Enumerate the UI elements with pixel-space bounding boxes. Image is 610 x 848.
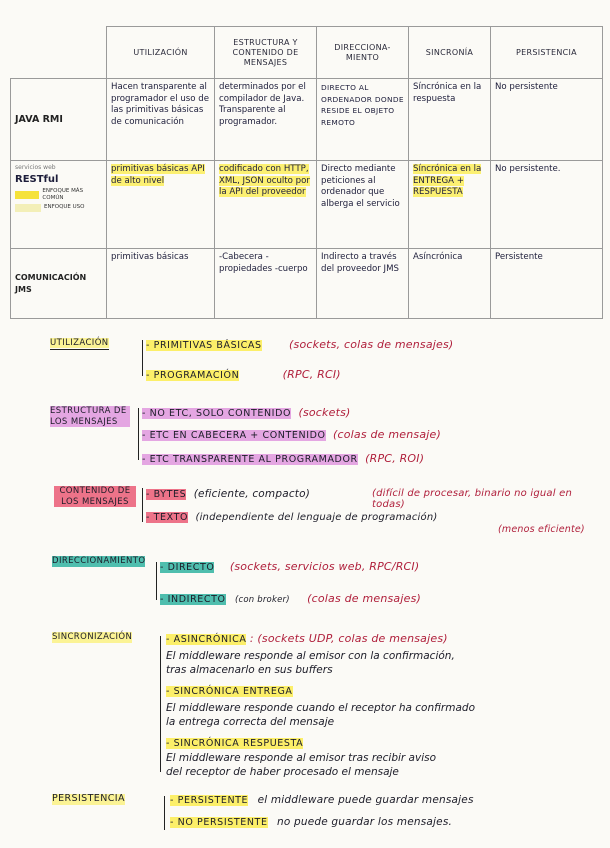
table-cell xyxy=(409,161,491,249)
highlighted-text: primitivas básicas API de alto nivel xyxy=(111,164,205,186)
list-item: - SINCRÓNICA RESPUESTA xyxy=(166,738,304,749)
table-row xyxy=(11,161,603,249)
legend-swatch-yellow xyxy=(15,191,39,199)
section-utilizacion xyxy=(0,330,610,390)
table-cell: Hacen transparente al programador el uso de las primitivas básicas de comunicación xyxy=(107,79,215,161)
list-item: - ETC TRANSPARENTE AL PROGRAMADOR (RPC, ROI) xyxy=(142,452,425,465)
table-cell: No persistente xyxy=(491,79,603,161)
section-direccionamiento xyxy=(0,552,610,616)
list-item-note: (difícil de procesar, binario no igual en todas) xyxy=(372,488,573,510)
list-item: - PROGRAMACIÓN (RPC, RCI) xyxy=(146,368,341,381)
bracket xyxy=(138,408,139,460)
row-header-java-rmi: JAVA RMI xyxy=(11,79,107,161)
description-line: la entrega correcta del mensaje xyxy=(166,716,335,728)
restful-name: RESTful xyxy=(15,174,59,185)
section-label: CONTENIDO DE LOS MENSAJES xyxy=(54,486,136,507)
table-cell: Persistente xyxy=(491,249,603,319)
table-cell: DIRECTO AL ORDENADOR DONDE RESIDE EL OBJETO REMOTO xyxy=(317,79,409,161)
header-direccionamiento: DIRECCIONA- MIENTO xyxy=(317,27,409,79)
highlighted-text: Síncrónica en la ENTREGA + RESPUESTA xyxy=(413,164,482,198)
description-line: El middleware responde al emisor tras recibir aviso xyxy=(166,752,437,764)
row-header-restful xyxy=(11,161,107,249)
list-item-note: (menos eficiente) xyxy=(498,524,585,535)
section-sincronizacion xyxy=(0,628,610,780)
section-label: PERSISTENCIA xyxy=(52,793,125,804)
comparison-table xyxy=(10,26,603,319)
row-header-jms: COMUNICACIÓN JMS xyxy=(11,249,107,319)
table-corner-cell xyxy=(11,27,107,79)
header-persistencia: PERSISTENCIA xyxy=(491,27,603,79)
restful-prefix: servicios web xyxy=(15,164,56,171)
bracket xyxy=(164,796,165,830)
legend-label: ENFOQUE MÁS COMÚN xyxy=(42,187,84,201)
table-cell xyxy=(215,161,317,249)
legend-swatch-pale xyxy=(15,204,41,212)
header-estructura: ESTRUCTURA Y CONTENIDO DE MENSAJES xyxy=(215,27,317,79)
list-item: - PERSISTENTE el middleware puede guardar mensajes xyxy=(170,794,474,806)
table-cell: determinados por el compilador de Java. Transparente al programador. xyxy=(215,79,317,161)
table-cell: Indirecto a través del proveedor JMS xyxy=(317,249,409,319)
table-header-row xyxy=(11,27,603,79)
list-item: - INDIRECTO (con broker) (colas de mensajes) xyxy=(160,592,422,605)
description-line: El middleware responde al emisor con la confirmación, xyxy=(166,650,455,662)
table-row xyxy=(11,79,603,161)
list-item: - NO ETC, SOLO CONTENIDO (sockets) xyxy=(142,406,351,419)
section-label: SINCRONIZACIÓN xyxy=(52,632,133,642)
section-contenido xyxy=(0,484,610,536)
description-line: tras almacenarlo en sus buffers xyxy=(166,664,333,676)
table-cell: Directo mediante peticiones al ordenador que alberga el servicio xyxy=(317,161,409,249)
list-item: - SINCRÓNICA ENTREGA xyxy=(166,686,293,697)
list-item: - DIRECTO (sockets, servicios web, RPC/RCI) xyxy=(160,560,420,573)
section-estructura xyxy=(0,400,610,472)
table-cell xyxy=(107,161,215,249)
legend-item xyxy=(15,188,102,202)
bracket xyxy=(142,340,143,376)
list-item: - ASINCRÓNICA : (sockets UDP, colas de mensajes) xyxy=(166,632,448,645)
section-label: UTILIZACIÓN xyxy=(50,338,109,348)
bracket xyxy=(142,488,143,522)
legend-label: ENFOQUE USO xyxy=(44,204,85,211)
list-item: - PRIMITIVAS BÁSICAS (sockets, colas de mensajes) xyxy=(146,338,454,351)
bracket xyxy=(156,562,157,600)
table-cell: Síncrónica en la respuesta xyxy=(409,79,491,161)
section-persistencia xyxy=(0,788,610,844)
table-row xyxy=(11,249,603,319)
list-item: - TEXTO (independiente del lenguaje de programación) xyxy=(146,512,438,523)
list-item: - NO PERSISTENTE no puede guardar los mensajes. xyxy=(170,816,453,828)
description-line: del receptor de haber procesado el mensaje xyxy=(166,766,399,778)
bracket xyxy=(160,636,161,772)
table-cell: Asíncrónica xyxy=(409,249,491,319)
list-item: - BYTES (eficiente, compacto) xyxy=(146,488,311,500)
table-cell: No persistente. xyxy=(491,161,603,249)
highlighted-text: codificado con HTTP, XML, JSON oculto por la API del proveedor xyxy=(219,164,310,198)
legend-item xyxy=(15,204,102,212)
description-line: El middleware responde cuando el receptor ha confirmado xyxy=(166,702,475,714)
table-cell: primitivas básicas xyxy=(107,249,215,319)
header-sincronia: SINCRONÍA xyxy=(409,27,491,79)
table-cell: -Cabecera -propiedades -cuerpo xyxy=(215,249,317,319)
header-utilizacion: UTILIZACIÓN xyxy=(107,27,215,79)
section-label: ESTRUCTURA DE LOS MENSAJES xyxy=(50,406,130,427)
section-label: DIRECCIONAMIENTO xyxy=(52,556,146,566)
list-item: - ETC EN CABECERA + CONTENIDO (colas de mensaje) xyxy=(142,428,441,441)
